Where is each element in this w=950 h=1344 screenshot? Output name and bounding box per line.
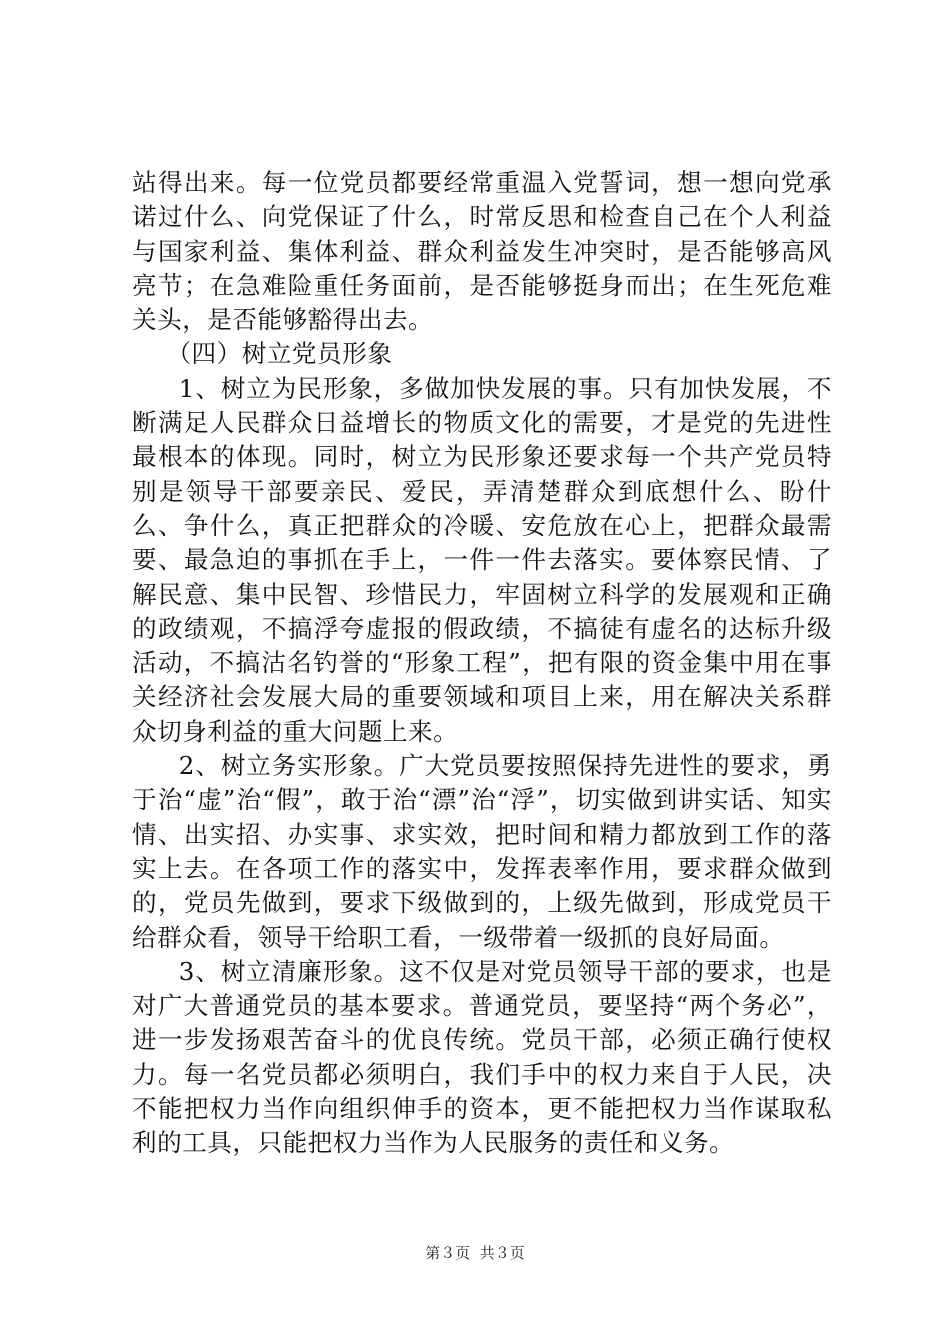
paragraph-item-1: 1、树立为民形象，多做加快发展的事。只有加快发展，不断满足人民群众日益增长的物质文化的需要，才是党的先进性最根本的体现。同时，树立为民形象还要求每一个共产党员特别是领导干部要亲民、爱民，弄清楚群众到底想什么、盼什么、争什么，真正把群众的冷暖、安危放在心上，把群众最需要、最急迫的事抓在手上，一件一件去落实。要体察民情、了解民意、集中民智、珍惜民力，牢固树立科学的发展观和正确的政绩观，不搞浮夸虚报的假政绩，不搞徒有虚名的达标升级活动，不搞沽名钓誉的“形象工程”，把有限的资金集中用在事关经济社会发展大局的重要领域和项目上来，用在解决关系群众切身利益的重大问题上来。 — [132, 373, 832, 746]
paragraph-item-3: 3、树立清廉形象。这不仅是对党员领导干部的要求，也是对广大普通党员的基本要求。普通党员，要坚持“两个务必”，进一步发扬艰苦奋斗的优良传统。党员干部，必须正确行使权力。每一名党员都必须明白，我们手中的权力来自于人民，决不能把权力当作向组织伸手的资本，更不能把权力当作谋取私利的工具，只能把权力当作为人民服务的责任和义务。 — [132, 956, 832, 1158]
paragraph-continuation: 站得出来。每一位党员都要经常重温入党誓词，想一想向党承诺过什么、向党保证了什么，时常反思和检查自己在个人利益与国家利益、集体利益、群众利益发生冲突时，是否能够高风亮节；在急难险重任务面前，是否能够挺身而出；在生死危难关头，是否能够豁得出去。 — [132, 168, 832, 335]
page-number-footer: 第３页 共３页 — [425, 1244, 525, 1262]
section-heading: （四）树立党员形象 — [166, 339, 393, 369]
document-body — [132, 166, 832, 1161]
paragraph-item-2: 2、树立务实形象。广大党员要按照保持先进性的要求，勇于治“虚”治“假”，敢于治“漂”治“浮”，切实做到讲实话、知实情、出实招、办实事、求实效，把时间和精力都放到工作的落实上去。在各项工作的落实中，发挥表率作用，要求群众做到的，党员先做到，要求下级做到的，上级先做到，形成党员干给群众看，领导干给职工看，一级带着一级抓的良好局面。 — [132, 751, 832, 952]
